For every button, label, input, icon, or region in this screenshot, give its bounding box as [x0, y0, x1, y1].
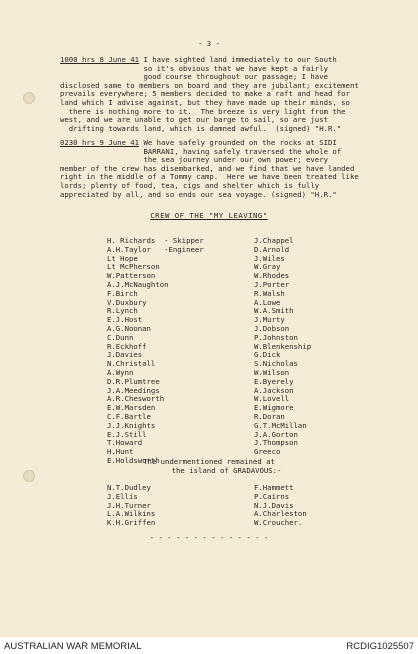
list-item: V.Duxbury — [107, 297, 147, 307]
list-item: W.Lovell — [254, 394, 290, 404]
list-item: W.Rhodes — [254, 271, 290, 281]
list-item: H.Hunt — [107, 447, 134, 457]
remained-list-right — [254, 484, 307, 528]
list-item: N.Christall — [107, 359, 156, 369]
list-item: W.Patterson — [107, 271, 156, 281]
list-item: C.Dunn — [107, 332, 134, 342]
list-item: A.G.Noonan — [107, 323, 151, 333]
list-item: L.A.Wilkins — [107, 509, 156, 519]
list-item: G.T.McMillan — [254, 420, 307, 430]
entry-timestamp: 1000 hrs 8 June 41 — [60, 55, 140, 64]
diary-entry — [60, 139, 380, 199]
list-item: Lt McPherson — [107, 262, 160, 272]
list-item: E.J.Still — [107, 429, 147, 439]
list-item: Lt Hope — [107, 253, 138, 263]
list-item: W.Blenkenship — [254, 341, 312, 351]
list-item: T.Howard — [107, 438, 143, 448]
entry-text: 0230 hrs 9 June 41 We have safely grounded on the rocks at SIDI BARRANI, having safely traversed the whole of the sea journey under our own power; every member of the crew has disembarked, and we find that we have landed right in the middle of a Tommy camp. Here we have been treated like lords; plenty of food, tea, cigs and shelter which is fully appreciated by all, and so ends our sea voyage. (signed) "H.R." — [60, 138, 359, 199]
list-item: J.A.Gorton — [254, 429, 298, 439]
list-item: J.Davies — [107, 350, 143, 360]
list-item: S.Nicholas — [254, 359, 298, 369]
list-item: A.H.Taylor -Engineer — [107, 244, 204, 254]
list-item: W.Wilson — [254, 367, 290, 377]
list-item: A.Lowe — [254, 297, 281, 307]
list-item: J.Ellis — [107, 491, 138, 501]
list-item: D.Arnold — [254, 244, 290, 254]
entry-timestamp: 0230 hrs 9 June 41 — [60, 138, 140, 147]
archive-footer — [0, 637, 418, 654]
list-item: J.Porter — [254, 279, 290, 289]
list-item: E.J.Host — [107, 315, 143, 325]
list-item: A.Jackson — [254, 385, 294, 395]
footer-record-id: RCDIG1025507 — [346, 641, 414, 652]
list-item: P.Cairns — [254, 491, 290, 501]
list-item: J.H.Turner — [107, 500, 151, 510]
list-item: J.Thompson — [254, 438, 298, 448]
footer-institution: AUSTRALIAN WAR MEMORIAL — [4, 641, 142, 652]
list-item: E.Holdsworth — [107, 455, 160, 465]
list-item: N.T.Dudley — [107, 483, 151, 492]
list-item: N.J.Davis — [254, 500, 294, 510]
closing-divider: - - - - - - - - - - - - - - — [149, 533, 269, 542]
list-item: J.Wiles — [254, 253, 285, 263]
page-number: - 3 - — [198, 39, 220, 48]
list-item: R.Eckhoff — [107, 341, 147, 351]
list-item: J.Murty — [254, 315, 285, 325]
list-item: E.W.Marsden — [107, 403, 156, 413]
list-item: C.F.Bartle — [107, 411, 151, 421]
list-item: K.H.Griffen — [107, 518, 156, 528]
list-item: W.A.Smith — [254, 306, 294, 316]
list-item: A.Charleston — [254, 509, 307, 519]
crew-list-title: CREW OF THE "MY LEAVING" — [150, 211, 268, 220]
list-item: P.Johnston — [254, 332, 298, 342]
list-item: R.Walsh — [254, 288, 285, 298]
crew-list-right — [254, 237, 311, 457]
list-item: E.Wigmore — [254, 403, 294, 413]
list-item: W.Croucher. — [254, 518, 303, 528]
list-item: H. Richards - Skipper — [107, 236, 204, 245]
list-item: W.Gray — [254, 262, 281, 272]
punch-hole — [23, 92, 35, 104]
remained-list-left — [107, 484, 155, 528]
remained-note: The undermentioned remained at the island of GRADAVOUS:- — [143, 457, 282, 475]
list-item: J.J.Knights — [107, 420, 156, 430]
list-item: A.Wynn — [107, 367, 134, 377]
list-item: F.Birch — [107, 288, 138, 298]
list-item: J.Chappel — [254, 236, 294, 245]
list-item: J.Dobson — [254, 323, 290, 333]
list-item: E.Byerely — [254, 376, 294, 386]
list-item: R.Lynch — [107, 306, 138, 316]
list-item: G.Dick — [254, 350, 281, 360]
crew-list-left — [107, 237, 204, 466]
list-item: F.Hammett — [254, 483, 294, 492]
list-item: J.A.Meedings — [107, 385, 160, 395]
list-item: A.R.Chesworth — [107, 394, 165, 404]
entry-text: 1000 hrs 8 June 41 I have sighted land immediately to our South so it's obvious that we have kept a fairly good course throughout our passage; I have disclosed same to members on board and they are jubilant; excitement prevails everywhere; 5 members decided to make a raft and head for land which I advise against, but they have made up their minds, so there is nothing more to it. The breeze is very light from the west, and we are unable to get our barge to sail, so are just drifting towards land, which is damned awful. (signed) "H.R." — [60, 55, 359, 133]
list-item: D.R.Plumtree — [107, 376, 160, 386]
list-item: A.J.McNaughton — [107, 279, 169, 289]
diary-entry — [60, 56, 380, 133]
list-item: Greeco — [254, 447, 281, 457]
list-item: R.Doran — [254, 411, 285, 421]
